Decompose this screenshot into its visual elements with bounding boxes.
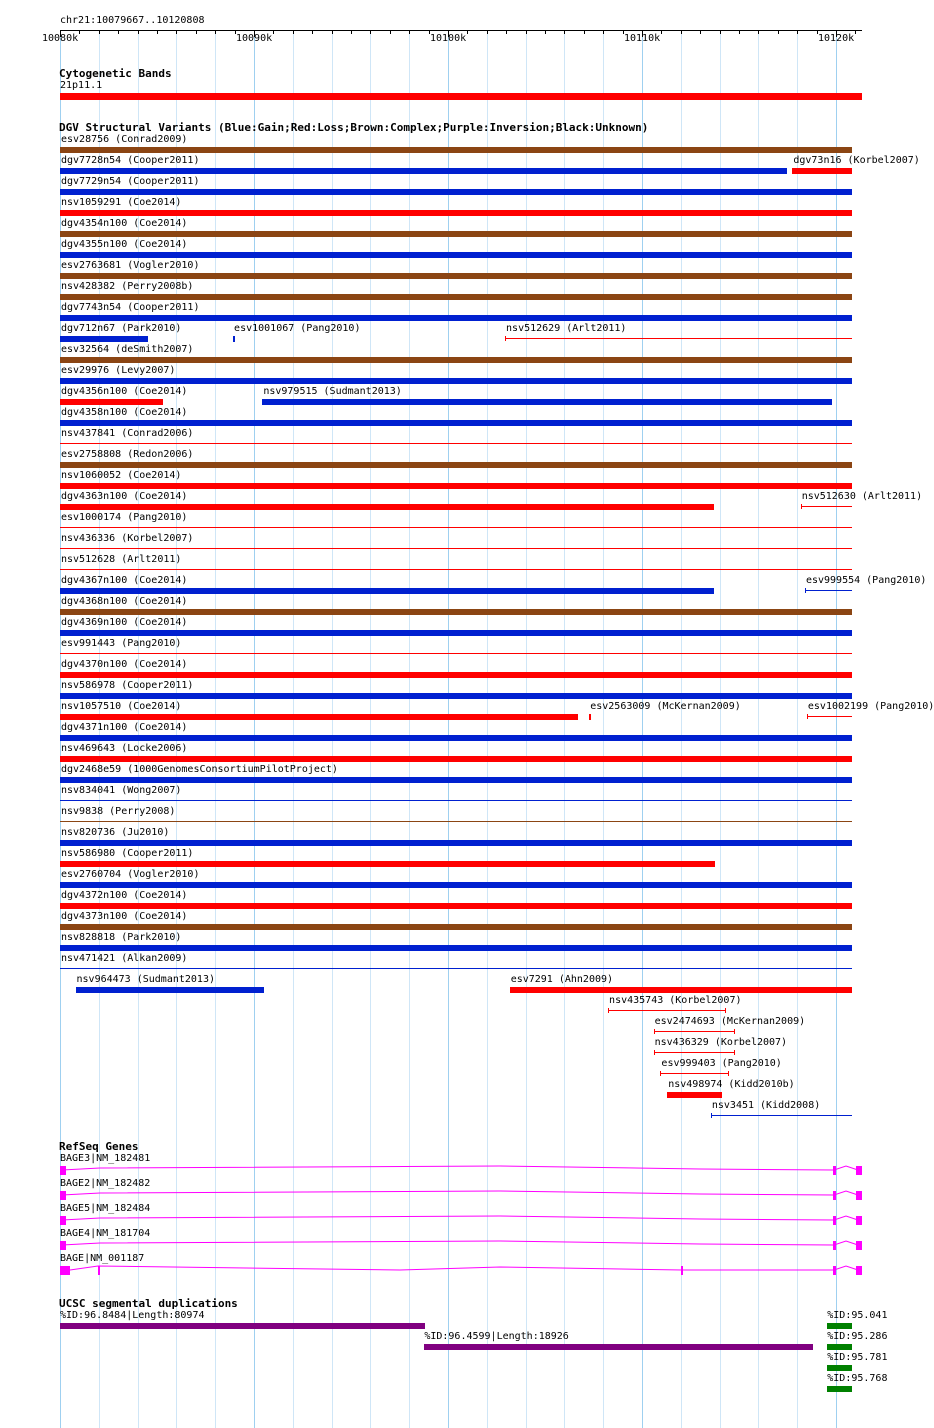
location-label: chr21:10079667..10120808 — [60, 15, 205, 26]
segdup-label[interactable]: %ID:96.4599|Length:18926 — [424, 1331, 569, 1342]
variant-label[interactable]: dgv4356n100 (Coe2014) — [61, 386, 188, 397]
variant-label[interactable]: nsv436336 (Korbel2007) — [61, 533, 194, 544]
refseq-track-title: RefSeq Genes — [59, 1140, 139, 1153]
ruler-tick-label: 10100k — [430, 33, 467, 44]
variant-label[interactable]: nsv979515 (Sudmant2013) — [263, 386, 402, 397]
variant-label[interactable]: nsv586978 (Cooper2011) — [61, 680, 194, 691]
variant-label[interactable]: dgv4372n100 (Coe2014) — [61, 890, 188, 901]
segdup-bar[interactable] — [827, 1365, 851, 1371]
gene-exon[interactable] — [681, 1266, 683, 1275]
variant-label[interactable]: nsv471421 (Alkan2009) — [61, 953, 188, 964]
ruler-tick-label: 10110k — [624, 33, 661, 44]
segdup-bar[interactable] — [827, 1323, 851, 1329]
variant-label[interactable]: dgv4354n100 (Coe2014) — [61, 218, 188, 229]
dgv-track-title: DGV Structural Variants (Blue:Gain;Red:Loss;Brown:Complex;Purple:Inversion;Black:Unknown) — [59, 121, 649, 134]
variant-label[interactable]: esv29976 (Levy2007) — [61, 365, 176, 376]
variant-label[interactable]: esv1000174 (Pang2010) — [61, 512, 188, 523]
variant-label[interactable]: nsv428382 (Perry2008b) — [61, 281, 194, 292]
variant-label[interactable]: nsv498974 (Kidd2010b) — [668, 1079, 795, 1090]
variant-label[interactable]: esv1002199 (Pang2010) — [807, 701, 934, 712]
variant-label[interactable]: esv1001067 (Pang2010) — [234, 323, 361, 334]
variant-label[interactable]: dgv4368n100 (Coe2014) — [61, 596, 188, 607]
variant-label[interactable]: nsv512629 (Arlt2011) — [506, 323, 627, 334]
gene-label[interactable]: BAGE2|NM_182482 — [60, 1178, 151, 1189]
variant-label[interactable]: dgv4373n100 (Coe2014) — [61, 911, 188, 922]
segdup-track-title: UCSC segmental duplications — [59, 1297, 238, 1310]
segdup-label[interactable]: %ID:95.041 — [827, 1310, 888, 1321]
segdup-label[interactable]: %ID:95.286 — [827, 1331, 888, 1342]
variant-label[interactable]: nsv586980 (Cooper2011) — [61, 848, 194, 859]
variant-label[interactable]: nsv828818 (Park2010) — [61, 932, 182, 943]
variant-label[interactable]: nsv964473 (Sudmant2013) — [76, 974, 215, 985]
variant-label[interactable]: nsv1060052 (Coe2014) — [61, 470, 182, 481]
variant-label[interactable]: esv999554 (Pang2010) — [805, 575, 927, 586]
segdup-label[interactable]: %ID:96.8484|Length:80974 — [60, 1310, 205, 1321]
variant-label[interactable]: dgv4369n100 (Coe2014) — [61, 617, 188, 628]
variant-label[interactable]: dgv4358n100 (Coe2014) — [61, 407, 188, 418]
variant-label[interactable]: nsv1059291 (Coe2014) — [61, 197, 182, 208]
gene-label[interactable]: BAGE3|NM_182481 — [60, 1153, 151, 1164]
gene-exon[interactable] — [60, 1266, 70, 1275]
segdup-bar[interactable] — [424, 1344, 812, 1350]
gene-exon[interactable] — [833, 1266, 836, 1275]
segdup-bar[interactable] — [60, 1323, 425, 1329]
segdup-label[interactable]: %ID:95.768 — [827, 1373, 888, 1384]
variant-label[interactable]: nsv3451 (Kidd2008) — [711, 1100, 821, 1111]
gene-intron-line — [70, 1266, 858, 1270]
variant-label[interactable]: nsv820736 (Ju2010) — [61, 827, 170, 838]
variant-label[interactable]: esv2760704 (Vogler2010) — [61, 869, 200, 880]
variant-label[interactable]: dgv4363n100 (Coe2014) — [61, 491, 188, 502]
variant-label[interactable]: dgv4355n100 (Coe2014) — [61, 239, 188, 250]
variant-label[interactable]: nsv512630 (Arlt2011) — [801, 491, 923, 502]
gene-exon[interactable] — [856, 1266, 862, 1275]
variant-label[interactable]: dgv712n67 (Park2010) — [61, 323, 182, 334]
variant-label[interactable]: dgv73n16 (Korbel2007) — [793, 155, 920, 166]
variant-label[interactable]: dgv2468e59 (1000GenomesConsortiumPilotProject) — [61, 764, 338, 775]
variant-label[interactable]: dgv4371n100 (Coe2014) — [61, 722, 188, 733]
variant-label[interactable]: nsv834041 (Wong2007) — [61, 785, 182, 796]
variant-label[interactable]: nsv512628 (Arlt2011) — [61, 554, 182, 565]
ruler-tick-label: 10120k — [818, 33, 855, 44]
variant-label[interactable]: dgv4367n100 (Coe2014) — [61, 575, 188, 586]
variant-label[interactable]: nsv469643 (Locke2006) — [61, 743, 188, 754]
variant-label[interactable]: nsv435743 (Korbel2007) — [609, 995, 742, 1006]
segdup-label[interactable]: %ID:95.781 — [827, 1352, 888, 1363]
gene-label[interactable]: BAGE5|NM_182484 — [60, 1203, 151, 1214]
variant-label[interactable]: dgv7743n54 (Cooper2011) — [61, 302, 200, 313]
variant-label[interactable]: nsv436329 (Korbel2007) — [654, 1037, 788, 1048]
variant-label[interactable]: esv999403 (Pang2010) — [661, 1058, 782, 1069]
variant-label[interactable]: dgv7729n54 (Cooper2011) — [61, 176, 200, 187]
variant-label[interactable]: esv32564 (deSmith2007) — [61, 344, 194, 355]
variant-label[interactable]: nsv437841 (Conrad2006) — [61, 428, 194, 439]
variant-label[interactable]: dgv4370n100 (Coe2014) — [61, 659, 188, 670]
variant-label[interactable]: dgv7728n54 (Cooper2011) — [61, 155, 200, 166]
segdup-bar[interactable] — [827, 1344, 851, 1350]
variant-label[interactable]: nsv9838 (Perry2008) — [61, 806, 176, 817]
gene-label[interactable]: BAGE|NM_001187 — [60, 1253, 145, 1264]
variant-label[interactable]: esv2758808 (Redon2006) — [61, 449, 194, 460]
variant-label[interactable]: esv7291 (Ahn2009) — [510, 974, 614, 985]
variant-label[interactable]: esv2763681 (Vogler2010) — [61, 260, 200, 271]
ruler-tick-label: 10080k — [42, 33, 79, 44]
variant-label[interactable]: esv2474693 (McKernan2009) — [654, 1016, 806, 1027]
gene-label[interactable]: BAGE4|NM_181704 — [60, 1228, 151, 1239]
variant-label[interactable]: esv991443 (Pang2010) — [61, 638, 182, 649]
ruler-tick-label: 10090k — [236, 33, 273, 44]
gene-exon[interactable] — [98, 1266, 100, 1275]
cytoband-track-title: Cytogenetic Bands — [59, 67, 172, 80]
segdup-bar[interactable] — [827, 1386, 851, 1392]
cytoband-label: 21p11.1 — [60, 80, 103, 91]
variant-label[interactable]: esv2563009 (McKernan2009) — [590, 701, 741, 712]
variant-label[interactable]: nsv1057510 (Coe2014) — [61, 701, 182, 712]
variant-label[interactable]: esv28756 (Conrad2009) — [61, 134, 188, 145]
